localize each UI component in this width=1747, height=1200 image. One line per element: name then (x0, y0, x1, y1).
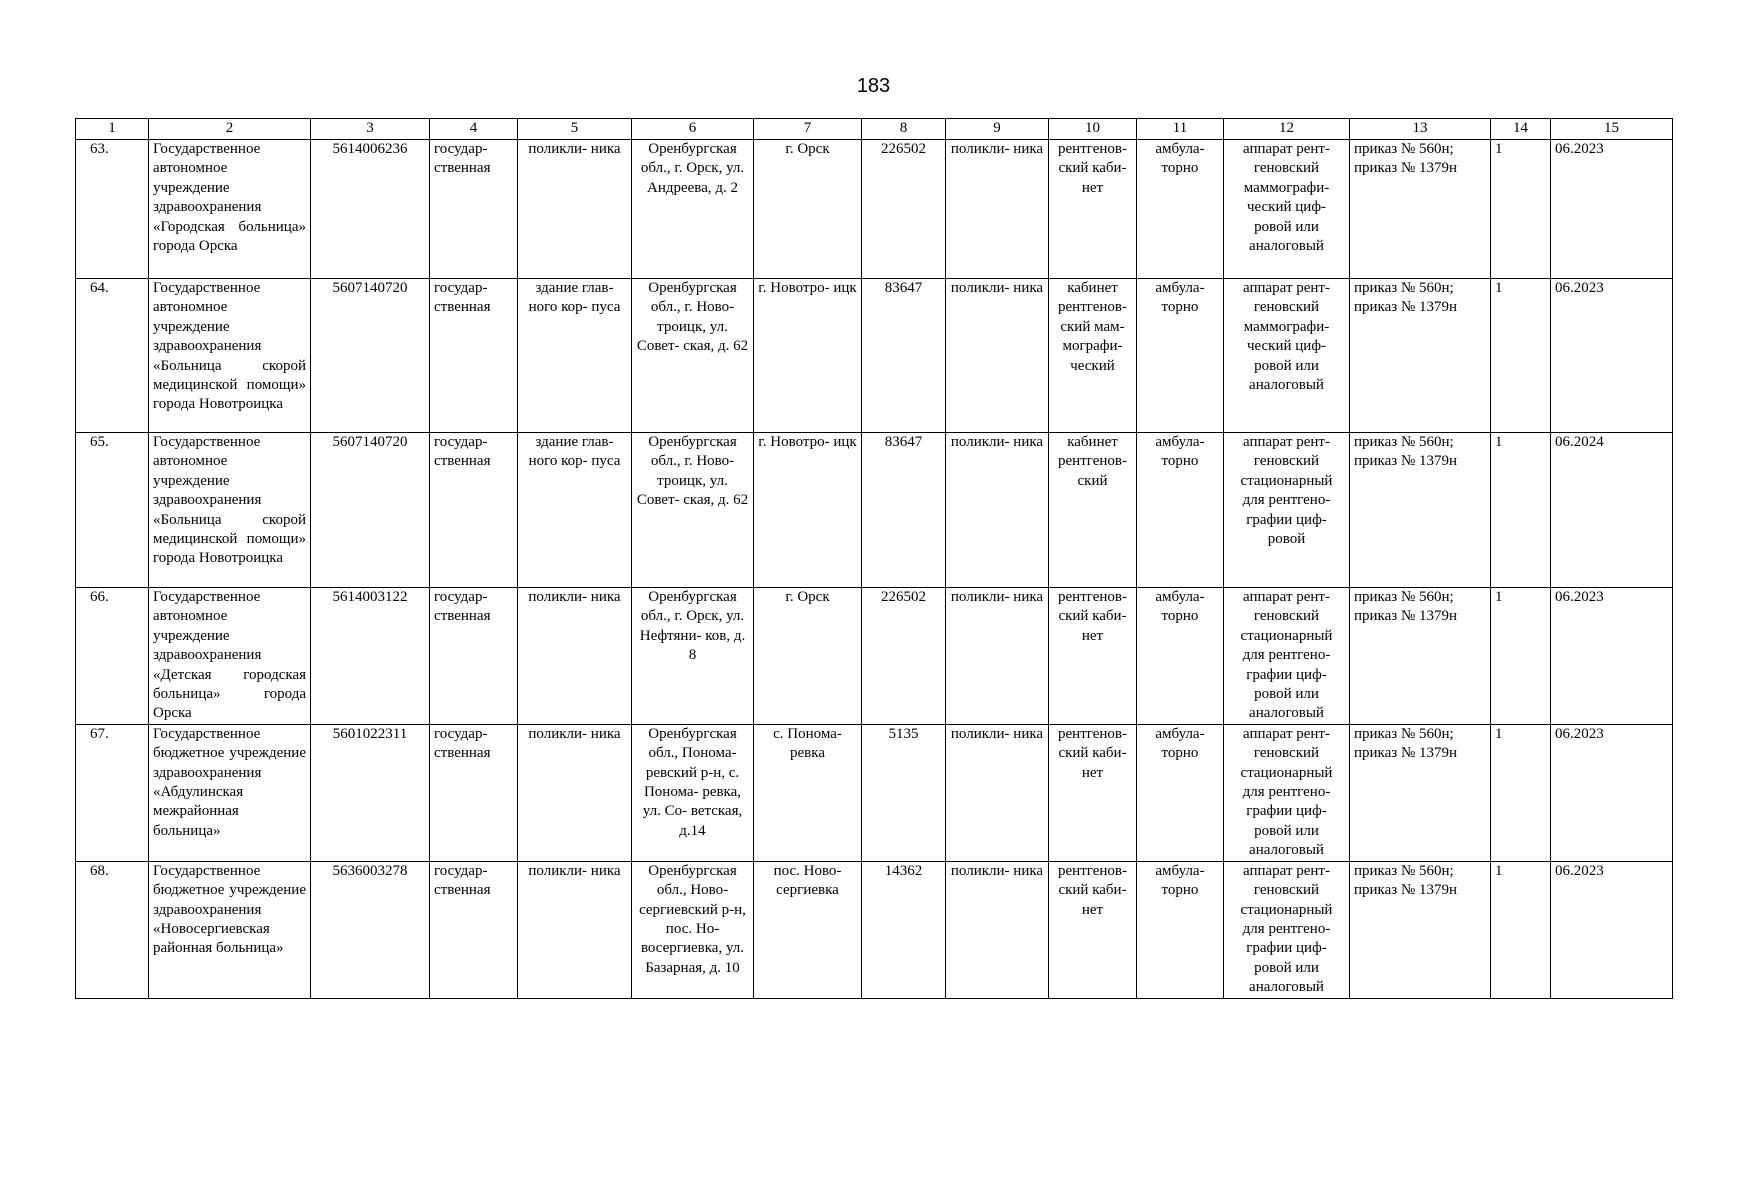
population-cell: 226502 (862, 588, 946, 725)
building-cell: здание глав- ного кор- пуса (518, 433, 632, 588)
building-cell: поликли- ника (518, 861, 632, 998)
building-cell: поликли- ника (518, 588, 632, 725)
order-cell: приказ № 560н; приказ № 1379н (1350, 724, 1491, 861)
inn-cell: 5601022311 (311, 724, 430, 861)
row-number-cell: 65. (76, 433, 149, 588)
column-header: 9 (946, 119, 1049, 140)
table-row (76, 588, 1673, 725)
room-cell: рентгенов- ский каби- нет (1049, 724, 1137, 861)
table-row (76, 433, 1673, 588)
order-cell: приказ № 560н; приказ № 1379н (1350, 861, 1491, 998)
column-header: 15 (1551, 119, 1673, 140)
column-header: 11 (1137, 119, 1224, 140)
column-header: 6 (632, 119, 754, 140)
address-cell: Оренбургская обл., г. Ново- троицк, ул. Совет- ская, д. 62 (632, 279, 754, 433)
inn-cell: 5607140720 (311, 279, 430, 433)
unit-cell: поликли- ника (946, 588, 1049, 725)
quantity-cell: 1 (1491, 724, 1551, 861)
building-cell: здание глав- ного кор- пуса (518, 279, 632, 433)
column-header: 4 (430, 119, 518, 140)
date-cell: 06.2023 (1551, 140, 1673, 279)
unit-cell: поликли- ника (946, 861, 1049, 998)
unit-cell: поликли- ника (946, 724, 1049, 861)
column-header: 14 (1491, 119, 1551, 140)
table-row (76, 861, 1673, 998)
column-header: 3 (311, 119, 430, 140)
room-cell: рентгенов- ский каби- нет (1049, 140, 1137, 279)
institution-name-cell: Государственное бюджетное учреждение здравоохранения «Новосергиевская районная больница» (149, 861, 311, 998)
column-header: 12 (1224, 119, 1350, 140)
inn-cell: 5614003122 (311, 588, 430, 725)
quantity-cell: 1 (1491, 433, 1551, 588)
quantity-cell: 1 (1491, 140, 1551, 279)
building-cell: поликли- ника (518, 140, 632, 279)
room-cell: кабинет рентгенов- ский мам- мографи- ческий (1049, 279, 1137, 433)
room-cell: рентгенов- ский каби- нет (1049, 588, 1137, 725)
institution-name-cell: Государственное автономное учреждение здравоохранения «Больница скорой медицинской помощи» города Новотроицка (149, 433, 311, 588)
column-header: 5 (518, 119, 632, 140)
institution-name-cell: Государственное бюджетное учреждение здравоохранения «Абдулинская межрайонная больница» (149, 724, 311, 861)
table-row (76, 140, 1673, 279)
column-header: 8 (862, 119, 946, 140)
ownership-cell: государ- ственная (430, 861, 518, 998)
locality-cell: г. Новотро- ицк (754, 433, 862, 588)
header-row (76, 119, 1673, 140)
room-cell: рентгенов- ский каби- нет (1049, 861, 1137, 998)
date-cell: 06.2024 (1551, 433, 1673, 588)
order-cell: приказ № 560н; приказ № 1379н (1350, 433, 1491, 588)
inn-cell: 5636003278 (311, 861, 430, 998)
row-number-cell: 64. (76, 279, 149, 433)
inn-cell: 5614006236 (311, 140, 430, 279)
room-cell: кабинет рентгенов- ский (1049, 433, 1137, 588)
address-cell: Оренбургская обл., г. Орск, ул. Нефтяни- ков, д. 8 (632, 588, 754, 725)
population-cell: 83647 (862, 279, 946, 433)
date-cell: 06.2023 (1551, 588, 1673, 725)
population-cell: 14362 (862, 861, 946, 998)
address-cell: Оренбургская обл., Понома- ревский р-н, с. Понома- ревка, ул. Со- ветская, д.14 (632, 724, 754, 861)
care-form-cell: амбула- торно (1137, 861, 1224, 998)
row-number-cell: 68. (76, 861, 149, 998)
ownership-cell: государ- ственная (430, 140, 518, 279)
column-header: 13 (1350, 119, 1491, 140)
order-cell: приказ № 560н; приказ № 1379н (1350, 140, 1491, 279)
quantity-cell: 1 (1491, 861, 1551, 998)
date-cell: 06.2023 (1551, 861, 1673, 998)
unit-cell: поликли- ника (946, 279, 1049, 433)
locality-cell: г. Орск (754, 140, 862, 279)
institution-name-cell: Государственное автономное учреждение здравоохранения «Больница скорой медицинской помощи» города Новотроицка (149, 279, 311, 433)
institution-name-cell: Государственное автономное учреждение здравоохранения «Городская больница» города Орска (149, 140, 311, 279)
row-number-cell: 66. (76, 588, 149, 725)
address-cell: Оренбургская обл., г. Орск, ул. Андреева, д. 2 (632, 140, 754, 279)
locality-cell: с. Понома- ревка (754, 724, 862, 861)
page-number: 183 (856, 75, 891, 97)
ownership-cell: государ- ственная (430, 433, 518, 588)
locality-cell: г. Орск (754, 588, 862, 725)
column-header: 1 (76, 119, 149, 140)
care-form-cell: амбула- торно (1137, 433, 1224, 588)
table-row (76, 279, 1673, 433)
quantity-cell: 1 (1491, 588, 1551, 725)
population-cell: 226502 (862, 140, 946, 279)
population-cell: 5135 (862, 724, 946, 861)
registry-table (75, 118, 1673, 999)
row-number-cell: 63. (76, 140, 149, 279)
row-number-cell: 67. (76, 724, 149, 861)
unit-cell: поликли- ника (946, 140, 1049, 279)
unit-cell: поликли- ника (946, 433, 1049, 588)
ownership-cell: государ- ственная (430, 724, 518, 861)
care-form-cell: амбула- торно (1137, 140, 1224, 279)
inn-cell: 5607140720 (311, 433, 430, 588)
column-header: 7 (754, 119, 862, 140)
locality-cell: пос. Ново- сергиевка (754, 861, 862, 998)
column-header: 2 (149, 119, 311, 140)
equipment-cell: аппарат рент- геновский стационарный для рентгено- графии циф- ровой или аналоговый (1224, 724, 1350, 861)
quantity-cell: 1 (1491, 279, 1551, 433)
population-cell: 83647 (862, 433, 946, 588)
care-form-cell: амбула- торно (1137, 724, 1224, 861)
date-cell: 06.2023 (1551, 724, 1673, 861)
address-cell: Оренбургская обл., г. Ново- троицк, ул. Совет- ская, д. 62 (632, 433, 754, 588)
equipment-cell: аппарат рент- геновский маммографи- ческий циф- ровой или аналоговый (1224, 140, 1350, 279)
care-form-cell: амбула- торно (1137, 279, 1224, 433)
locality-cell: г. Новотро- ицк (754, 279, 862, 433)
order-cell: приказ № 560н; приказ № 1379н (1350, 588, 1491, 725)
order-cell: приказ № 560н; приказ № 1379н (1350, 279, 1491, 433)
equipment-cell: аппарат рент- геновский стационарный для рентгено- графии циф- ровой (1224, 433, 1350, 588)
equipment-cell: аппарат рент- геновский маммографи- ческий циф- ровой или аналоговый (1224, 279, 1350, 433)
address-cell: Оренбургская обл., Ново- сергиевский р-н, пос. Но- восергиевка, ул. Базарная, д. 10 (632, 861, 754, 998)
equipment-cell: аппарат рент- геновский стационарный для рентгено- графии циф- ровой или аналоговый (1224, 588, 1350, 725)
equipment-cell: аппарат рент- геновский стационарный для рентгено- графии циф- ровой или аналоговый (1224, 861, 1350, 998)
ownership-cell: государ- ственная (430, 279, 518, 433)
ownership-cell: государ- ственная (430, 588, 518, 725)
institution-name-cell: Государственное автономное учреждение здравоохранения «Детская городская больница» города Орска (149, 588, 311, 725)
building-cell: поликли- ника (518, 724, 632, 861)
date-cell: 06.2023 (1551, 279, 1673, 433)
column-header: 10 (1049, 119, 1137, 140)
table-row (76, 724, 1673, 861)
care-form-cell: амбула- торно (1137, 588, 1224, 725)
